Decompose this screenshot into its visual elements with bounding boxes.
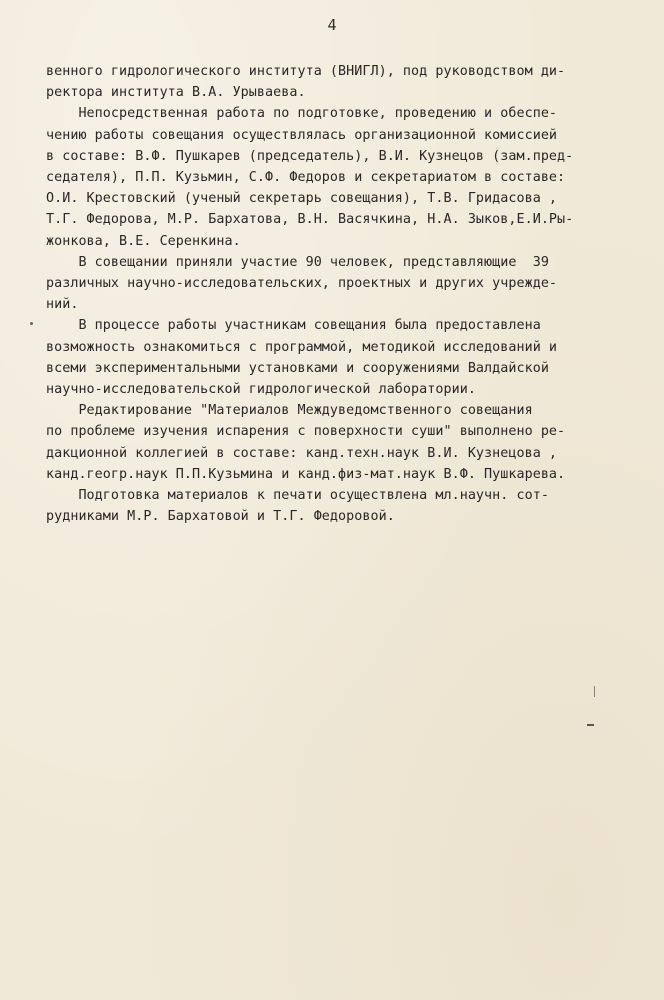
text-line: жонкова, В.Е. Серенкина. bbox=[46, 233, 241, 249]
ink-tick-mark bbox=[594, 686, 595, 697]
text-line: В совещании приняли участие 90 человек, представляющие 39 bbox=[46, 254, 549, 270]
text-line: Непосредственная работа по подготовке, проведению и обеспе- bbox=[46, 106, 558, 122]
ink-dash-mark bbox=[587, 724, 594, 726]
text-line: возможность ознакомиться с программой, методикой исследований и bbox=[46, 339, 558, 355]
text-line: дакционной коллегией в составе: канд.техн.наук В.И. Кузнецова , bbox=[46, 445, 558, 461]
text-line: чению работы совещания осуществлялась организационной комиссией bbox=[46, 127, 558, 143]
text-line: Подготовка материалов к печати осуществлена мл.научн. сот- bbox=[46, 488, 549, 504]
ink-speck bbox=[30, 322, 33, 325]
page-number: 4 bbox=[327, 16, 337, 34]
text-line: различных научно-исследовательских, проектных и других учрежде- bbox=[46, 276, 558, 292]
text-line: Т.Г. Федорова, М.Р. Бархатова, В.Н. Васячкина, Н.А. Зыков,Е.И.Ры- bbox=[46, 212, 574, 228]
text-line: в составе: В.Ф. Пушкарев (председатель), В.И. Кузнецов (зам.пред- bbox=[46, 148, 574, 164]
text-line: канд.геогр.наук П.П.Кузьмина и канд.физ-мат.наук В.Ф. Пушкарева. bbox=[46, 466, 566, 482]
text-line: всеми экспериментальными установками и сооружениями Валдайской bbox=[46, 360, 549, 376]
text-line: ректора института В.А. Урываева. bbox=[46, 85, 306, 101]
text-line: седателя), П.П. Кузьмин, С.Ф. Федоров и секретариатом в составе: bbox=[46, 170, 566, 186]
text-line: Редактирование "Материалов Междуведомственного совещания bbox=[46, 403, 533, 419]
text-line: В процессе работы участникам совещания была предоставлена bbox=[46, 318, 541, 334]
text-line: О.И. Крестовский (ученый секретарь совещания), Т.В. Гридасова , bbox=[46, 191, 558, 207]
body-text bbox=[46, 61, 636, 527]
text-line: венного гидрологического института (ВНИГЛ), под руководством ди- bbox=[46, 64, 566, 79]
text-line: по проблеме изучения испарения с поверхности суши" выполнено ре- bbox=[46, 424, 566, 440]
text-line: рудниками М.Р. Бархатовой и Т.Г. Федоровой. bbox=[46, 509, 395, 525]
text-line: ний. bbox=[46, 297, 79, 313]
text-line: научно-исследовательской гидрологической лаборатории. bbox=[46, 382, 476, 398]
